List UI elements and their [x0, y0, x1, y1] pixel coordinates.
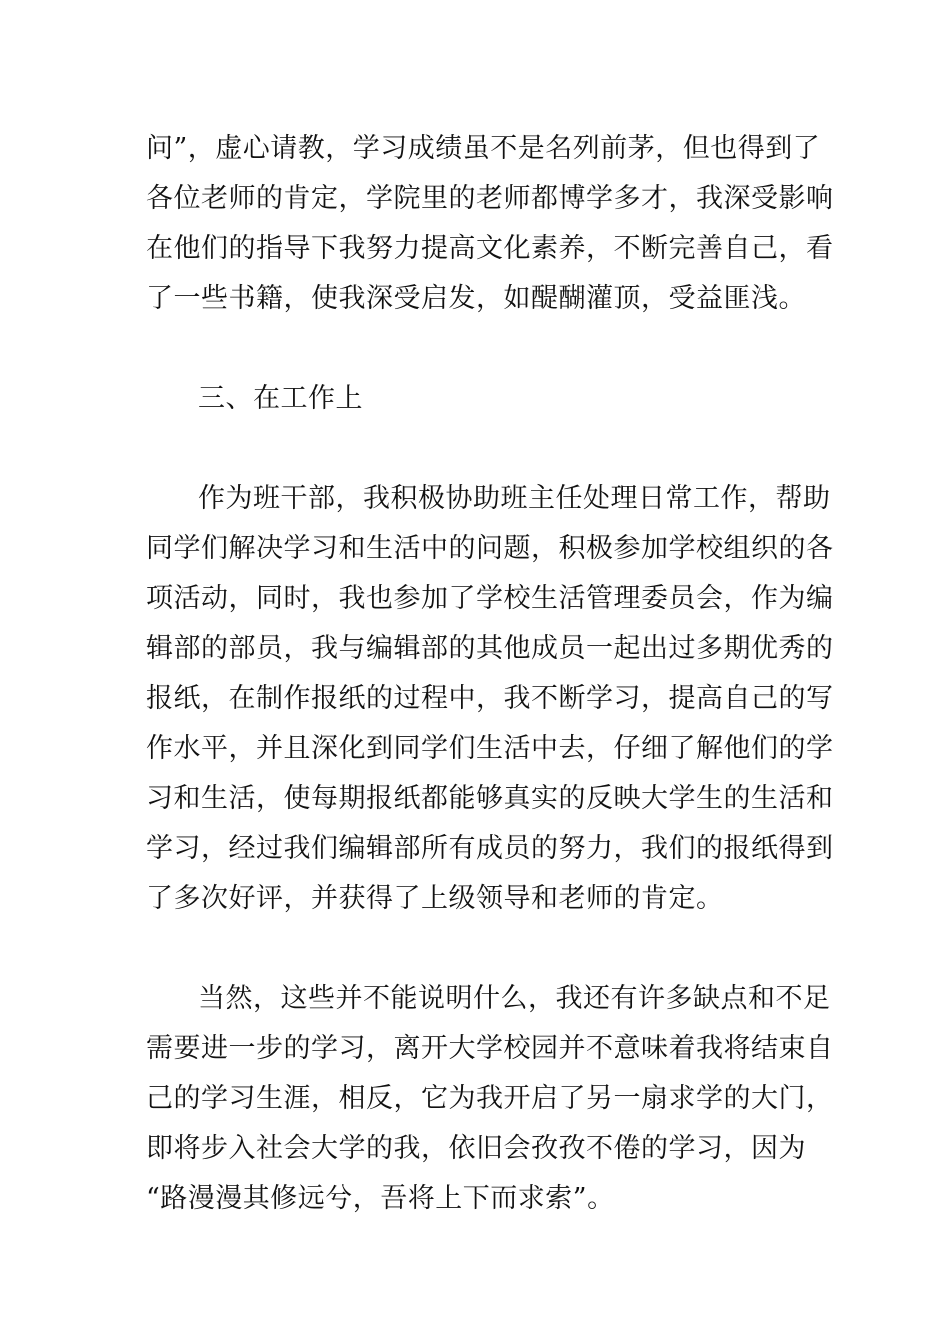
paragraph-3-line-3: 己的学习生涯，相反，它为我开启了另一扇求学的大门， [146, 1083, 834, 1114]
paragraph-2-line-3: 项活动，同时，我也参加了学校生活管理委员会，作为编 [146, 583, 834, 614]
paragraph-2-line-2: 同学们解决学习和生活中的问题，积极参加学校组织的各 [146, 533, 834, 564]
paragraph-2-line-1: 作为班干部，我积极协助班主任处理日常工作，帮助 [198, 483, 831, 514]
paragraph-3-line-5: “路漫漫其修远兮，吾将上下而求索”。 [146, 1183, 615, 1214]
paragraph-2-line-6: 作水平，并且深化到同学们生活中去，仔细了解他们的学 [146, 733, 834, 764]
paragraph-2-line-4: 辑部的部员，我与编辑部的其他成员一起出过多期优秀的 [146, 633, 834, 664]
paragraph-1-line-4: 了一些书籍，使我深受启发，如醍醐灌顶，受益匪浅。 [146, 283, 806, 314]
paragraph-3-line-2: 需要进一步的学习，离开大学校园并不意味着我将结束自 [146, 1033, 834, 1064]
paragraph-2-line-9: 了多次好评，并获得了上级领导和老师的肯定。 [146, 883, 724, 914]
paragraph-1-line-2: 各位老师的肯定，学院里的老师都博学多才，我深受影响 [146, 183, 834, 214]
paragraph-2-line-7: 习和生活，使每期报纸都能够真实的反映大学生的生活和 [146, 783, 834, 814]
paragraph-2-line-5: 报纸，在制作报纸的过程中，我不断学习，提高自己的写 [146, 683, 834, 714]
paragraph-3-line-1: 当然，这些并不能说明什么，我还有许多缺点和不足 [198, 983, 831, 1014]
paragraph-1-line-3: 在他们的指导下我努力提高文化素养，不断完善自己，看 [146, 233, 834, 264]
section-heading: 三、在工作上 [198, 383, 363, 414]
paragraph-1-line-1: 问”，虚心请教，学习成绩虽不是名列前茅，但也得到了 [146, 133, 821, 164]
paragraph-2-line-8: 学习，经过我们编辑部所有成员的努力，我们的报纸得到 [146, 833, 834, 864]
paragraph-3-line-4: 即将步入社会大学的我，依旧会孜孜不倦的学习，因为 [146, 1133, 806, 1164]
